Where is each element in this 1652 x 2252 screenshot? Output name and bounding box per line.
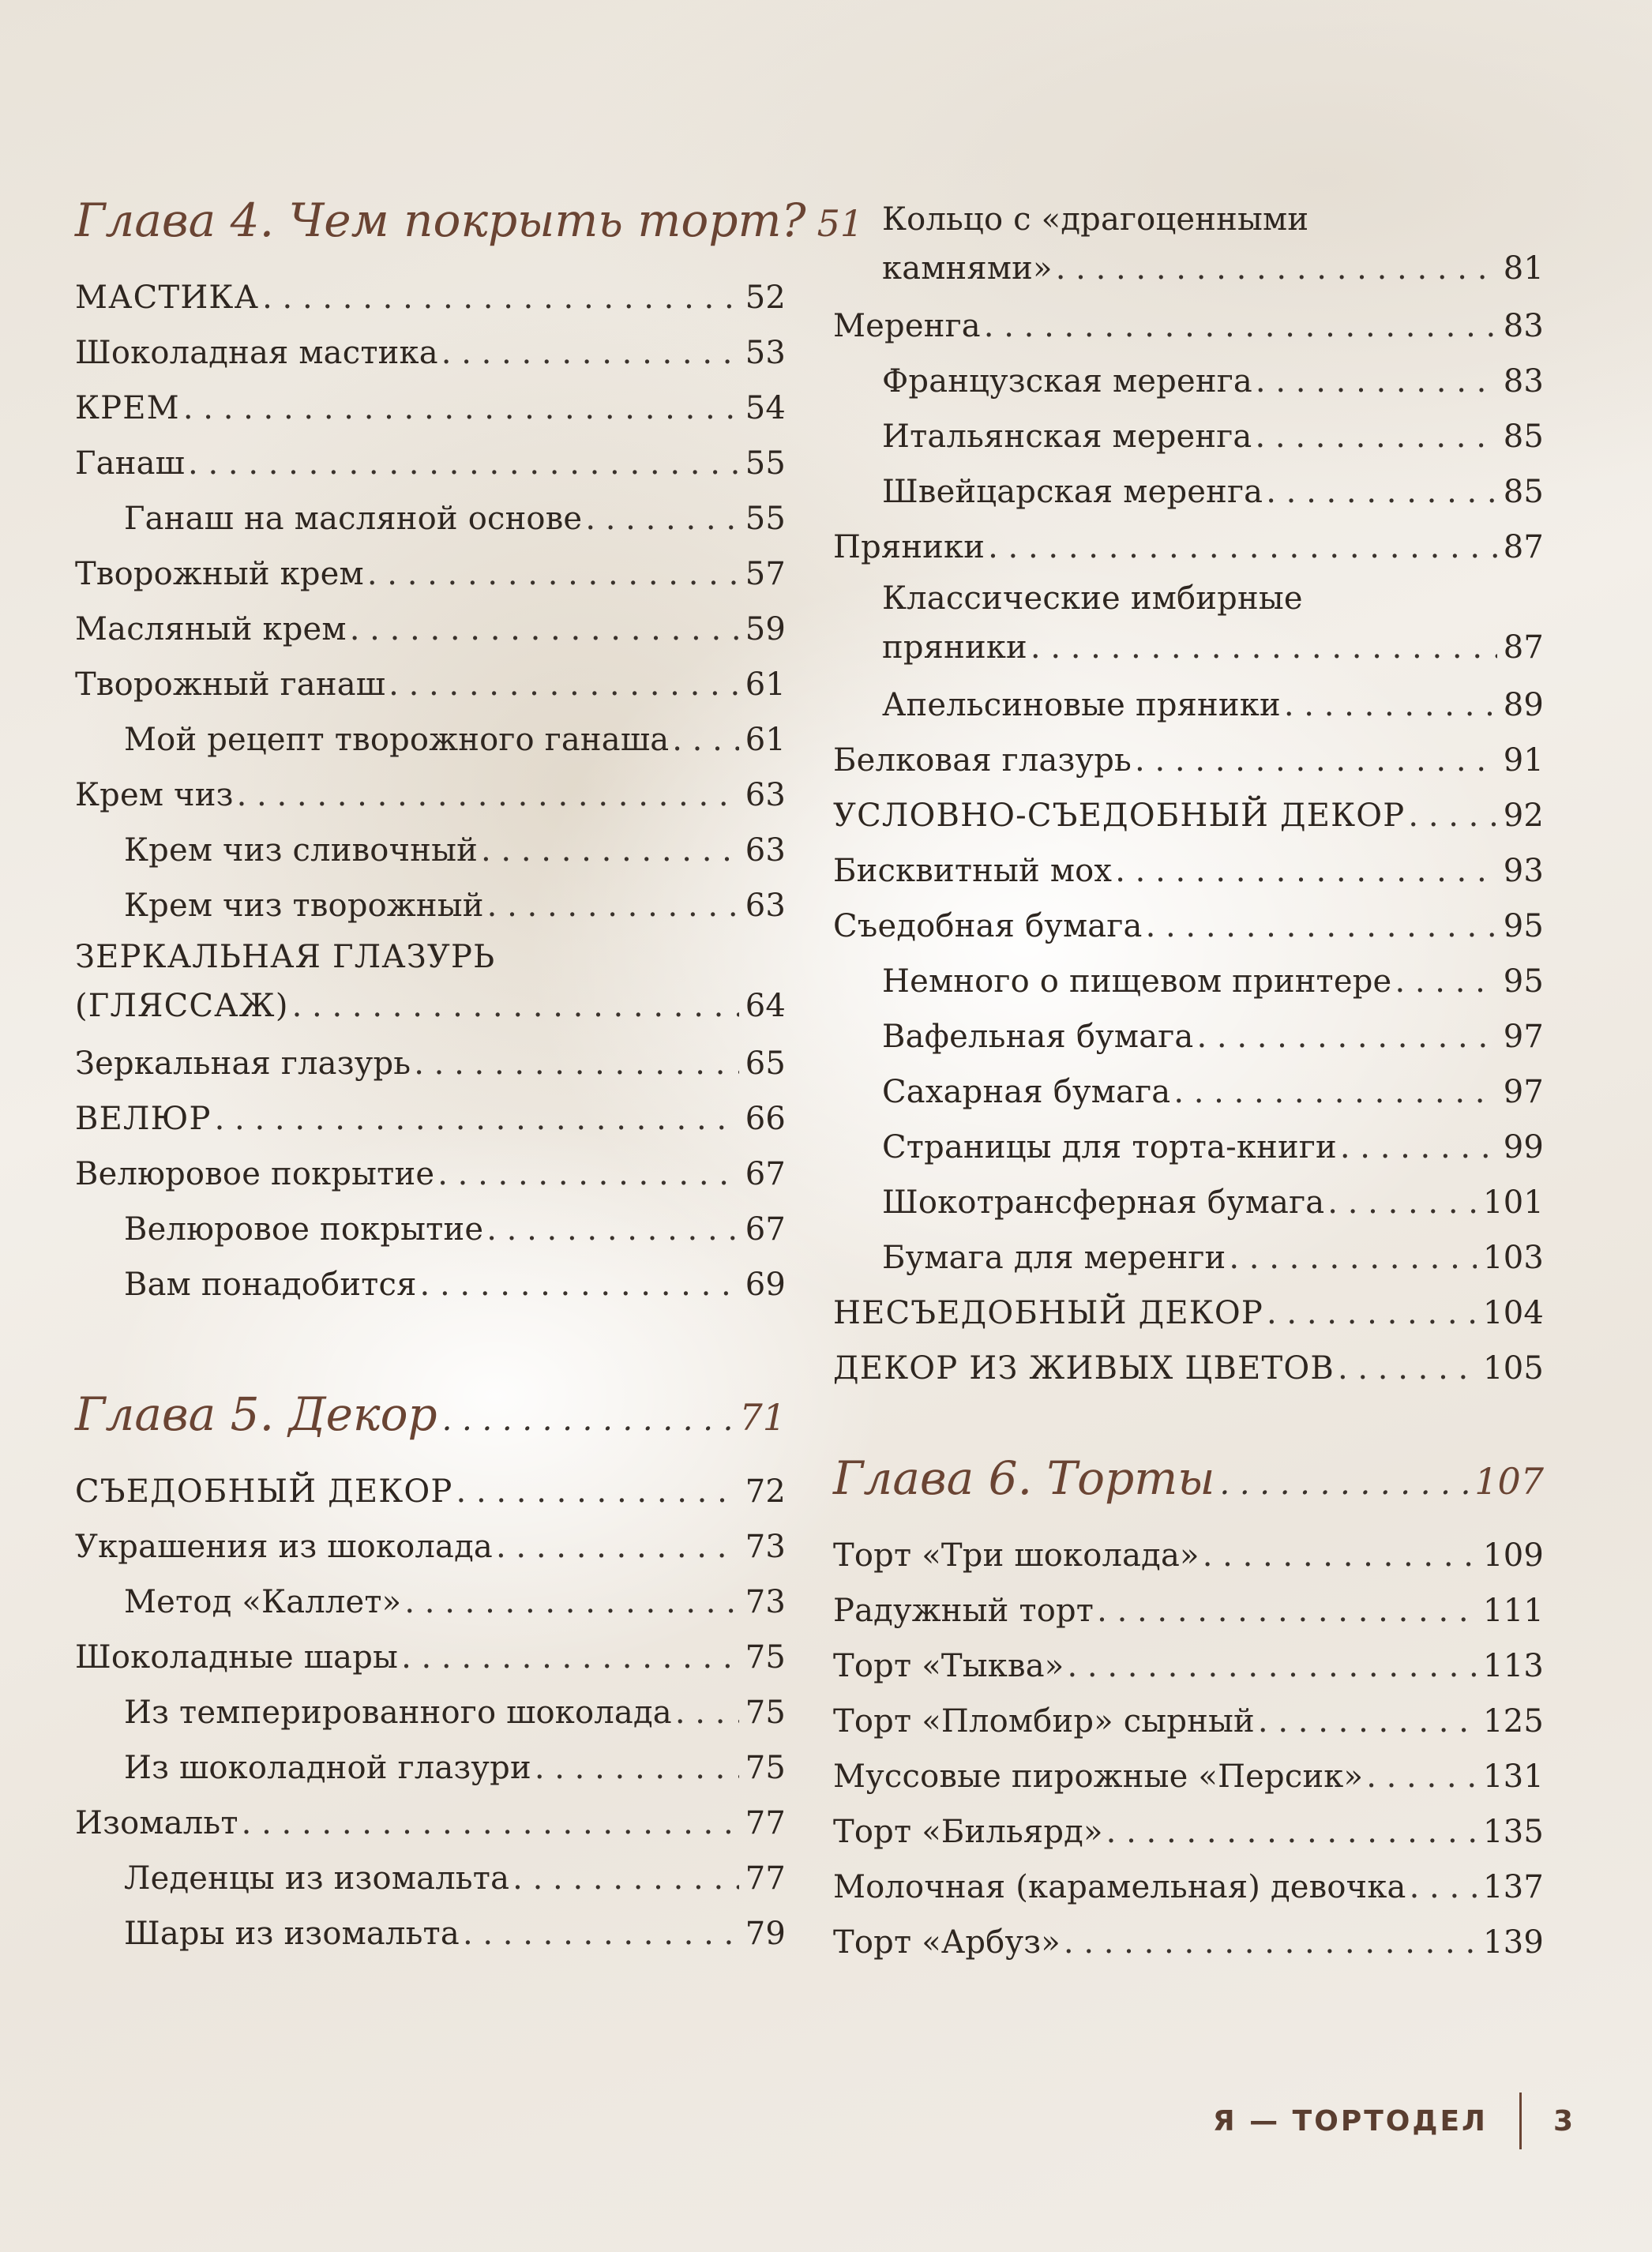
entry-page: 55 (745, 501, 786, 537)
entry-label: Леденцы из изомальта (124, 1860, 510, 1897)
leader-dots (487, 878, 739, 933)
leader-dots (675, 1685, 739, 1740)
toc-entry[interactable] (833, 354, 1544, 409)
entry-page: 87 (1503, 629, 1544, 666)
toc-entry[interactable] (833, 1915, 1544, 1970)
toc-entry[interactable] (833, 1694, 1544, 1749)
entry-page: 85 (1503, 418, 1544, 455)
entry-page: 63 (745, 888, 786, 924)
leader-dots (242, 1796, 739, 1851)
toc-entry[interactable] (75, 1906, 786, 1961)
entry-page: 77 (745, 1860, 786, 1897)
leader-dots (1173, 1064, 1496, 1120)
entry-label: МАСТИКА (75, 280, 260, 316)
entry-label: Шокотрансферная бумага (882, 1184, 1325, 1221)
entry-label-line2: пряники (882, 629, 1027, 666)
leader-dots (1338, 1341, 1477, 1396)
leader-dots (1135, 733, 1497, 788)
entry-label-line2: (ГЛЯССАЖ) (75, 988, 289, 1024)
leader-dots (1031, 624, 1497, 671)
entry-page: 104 (1483, 1295, 1544, 1331)
toc-entry[interactable] (833, 899, 1544, 954)
toc-entry[interactable] (833, 1064, 1544, 1120)
entry-label: НЕСЪЕДОБНЫЙ ДЕКОР (833, 1295, 1263, 1331)
entry-page: 53 (745, 335, 786, 371)
toc-entry[interactable] (75, 546, 786, 602)
toc-entry[interactable] (833, 1120, 1544, 1175)
entry-page: 69 (745, 1267, 786, 1303)
leader-dots (1408, 788, 1496, 843)
chapter-4-heading[interactable] (75, 193, 864, 268)
toc-entry[interactable] (75, 1202, 786, 1257)
leader-dots (1284, 677, 1497, 733)
leader-dots (262, 270, 739, 325)
chapter-title: Глава 5. Декор (75, 1387, 437, 1441)
entry-label: Бисквитный мох (833, 853, 1113, 889)
entry-label: Французская меренга (882, 363, 1252, 400)
toc-entry[interactable] (75, 712, 786, 768)
chapter-6-heading[interactable] (833, 1451, 1544, 1526)
toc-entry[interactable] (75, 1630, 786, 1685)
entry-label: Вафельная бумага (882, 1019, 1194, 1055)
entry-page: 81 (1503, 250, 1544, 287)
leader-dots (404, 1575, 738, 1630)
entry-page: 83 (1503, 363, 1544, 400)
entry-label: Бумага для меренги (882, 1240, 1226, 1276)
page-number: 3 (1553, 2104, 1573, 2138)
leader-dots (401, 1630, 739, 1685)
entry-label: Страницы для торта-книги (882, 1129, 1337, 1165)
toc-entry[interactable] (75, 436, 786, 491)
toc-entry-mirror-glaze[interactable] (75, 933, 786, 1036)
toc-entry[interactable] (833, 788, 1544, 843)
entry-label: Украшения из шоколада (75, 1529, 493, 1565)
entry-page: 73 (745, 1584, 786, 1620)
toc-entry[interactable] (75, 1464, 786, 1519)
entry-page: 77 (745, 1805, 786, 1841)
entry-label: Крем чиз сливочный (124, 832, 478, 869)
entry-label: Меренга (833, 308, 981, 344)
entry-page: 59 (745, 611, 786, 647)
entry-page: 65 (745, 1045, 786, 1082)
entry-label: Сахарная бумага (882, 1074, 1171, 1110)
entry-page: 55 (745, 445, 786, 482)
entry-page: 97 (1503, 1074, 1544, 1110)
entry-page: 111 (1483, 1593, 1544, 1629)
entry-page: 105 (1483, 1350, 1544, 1387)
entry-label: Из шоколадной глазури (124, 1750, 531, 1786)
toc-entry[interactable] (75, 768, 786, 823)
leader-dots (1219, 1468, 1468, 1499)
entry-label: Белковая глазурь (833, 742, 1132, 779)
toc-entry[interactable] (75, 823, 786, 878)
chapter-title: Глава 4. Чем покрыть торт? (75, 193, 806, 247)
entry-page: 125 (1483, 1703, 1544, 1740)
leader-dots (414, 1036, 738, 1091)
page-footer (1213, 2092, 1573, 2149)
entry-label: Итальянская меренга (882, 418, 1252, 455)
leader-dots (1255, 409, 1496, 464)
toc-entry[interactable] (833, 409, 1544, 464)
entry-label: Молочная (карамельная) девочка (833, 1869, 1406, 1905)
entry-label: Торт «Арбуз» (833, 1924, 1061, 1961)
leader-dots (988, 520, 1497, 575)
leader-dots (1203, 1528, 1477, 1583)
entry-page: 63 (745, 777, 786, 813)
entry-label: Шоколадная мастика (75, 335, 438, 371)
entry-label: Торт «Пломбир» сырный (833, 1703, 1255, 1740)
toc-entry[interactable] (833, 733, 1544, 788)
toc-entry[interactable] (75, 491, 786, 546)
leader-dots (237, 768, 739, 823)
entry-page: 95 (1503, 963, 1544, 1000)
entry-label: Шоколадные шары (75, 1639, 399, 1676)
toc-entry[interactable] (75, 1796, 786, 1851)
leader-dots (188, 436, 739, 491)
entry-page: 109 (1483, 1537, 1544, 1574)
toc-entry[interactable] (75, 1685, 786, 1740)
entry-page: 87 (1503, 529, 1544, 565)
entry-label-line1: ЗЕРКАЛЬНАЯ ГЛАЗУРЬ (75, 939, 496, 975)
chapter-5-entries (75, 1464, 786, 1961)
leader-dots (984, 298, 1497, 354)
toc-entry[interactable] (75, 1036, 786, 1091)
toc-entry[interactable] (75, 1519, 786, 1575)
entry-label: Муссовые пирожные «Персик» (833, 1758, 1364, 1795)
toc-entry[interactable] (75, 270, 786, 325)
entry-label: СЪЕДОБНЫЙ ДЕКОР (75, 1473, 453, 1510)
entry-page: 64 (745, 988, 786, 1024)
entry-page: 67 (745, 1156, 786, 1192)
leader-dots (1097, 1583, 1477, 1638)
entry-page: 137 (1483, 1869, 1544, 1905)
entry-page: 75 (745, 1750, 786, 1786)
chapter-6-entries (833, 1528, 1544, 1970)
entry-label: Торт «Три шоколада» (833, 1537, 1200, 1574)
toc-entry[interactable] (75, 1575, 786, 1630)
leader-dots (1115, 843, 1496, 899)
right-entries-a (833, 298, 1544, 575)
toc-entry[interactable] (75, 1851, 786, 1906)
entry-page: 61 (745, 666, 786, 703)
toc-entry[interactable] (833, 1860, 1544, 1915)
leader-dots (1410, 1860, 1477, 1915)
toc-entry[interactable] (833, 1230, 1544, 1286)
entry-label-line1: Кольцо с «драгоценными (882, 201, 1309, 238)
toc-entry[interactable] (75, 1091, 786, 1147)
leader-dots (1366, 1749, 1477, 1804)
chapter-page: 71 (739, 1396, 786, 1439)
chapter-5-heading[interactable] (75, 1387, 786, 1462)
leader-dots (585, 491, 738, 546)
running-title: Я — ТОРТОДЕЛ (1212, 2104, 1488, 2138)
toc-entry[interactable] (833, 298, 1544, 354)
toc-entry[interactable] (833, 677, 1544, 733)
entry-page: 54 (745, 390, 786, 426)
entry-label: Шары из изомальта (124, 1916, 460, 1952)
toc-entry[interactable] (833, 1009, 1544, 1064)
entry-label: Торт «Бильярд» (833, 1814, 1103, 1850)
entry-label: КРЕМ (75, 390, 180, 426)
leader-dots (367, 546, 739, 602)
leader-dots (672, 712, 738, 768)
toc-entry[interactable] (75, 1257, 786, 1312)
entry-page: 72 (745, 1473, 786, 1510)
leader-dots (496, 1519, 739, 1575)
toc-entry[interactable] (833, 1175, 1544, 1230)
entry-page: 103 (1483, 1240, 1544, 1276)
toc-entry[interactable] (833, 1638, 1544, 1694)
leader-dots (1056, 245, 1497, 292)
entry-label: Съедобная бумага (833, 908, 1143, 944)
entry-page: 67 (745, 1211, 786, 1248)
toc-right-column (833, 196, 1544, 1970)
entry-page: 85 (1503, 474, 1544, 510)
entry-label: Радужный торт (833, 1593, 1094, 1629)
leader-dots (1146, 899, 1497, 954)
entry-page: 93 (1503, 853, 1544, 889)
entry-label: Творожный ганаш (75, 666, 386, 703)
leader-dots (535, 1740, 739, 1796)
entry-label: Торт «Тыква» (833, 1648, 1064, 1684)
toc-entry-ring[interactable] (833, 196, 1544, 298)
entry-label: Мой рецепт творожного ганаша (124, 722, 670, 758)
leader-dots (1106, 1804, 1477, 1860)
entry-label: Творожный крем (75, 556, 364, 592)
leader-dots (1266, 464, 1496, 520)
leader-dots (512, 1851, 739, 1906)
toc-entry[interactable] (75, 657, 786, 712)
entry-page: 52 (745, 280, 786, 316)
entry-label: Зеркальная глазурь (75, 1045, 411, 1082)
leader-dots (442, 1404, 734, 1436)
entry-label: УСЛОВНО-СЪЕДОБНЫЙ ДЕКОР (833, 798, 1406, 834)
leader-dots (456, 1464, 739, 1519)
leader-dots (1067, 1638, 1477, 1694)
entry-label: Швейцарская меренга (882, 474, 1263, 510)
toc-entry[interactable] (75, 602, 786, 657)
entry-page: 92 (1503, 798, 1544, 834)
toc-entry[interactable] (833, 464, 1544, 520)
entry-page: 79 (745, 1916, 786, 1952)
entry-label: ДЕКОР ИЗ ЖИВЫХ ЦВЕТОВ (833, 1350, 1335, 1387)
entry-label: Ганаш (75, 445, 186, 482)
leader-dots (389, 657, 739, 712)
leader-dots (420, 1257, 739, 1312)
chapter-4-entries-b (75, 1036, 786, 1312)
leader-dots (1395, 954, 1496, 1009)
entry-label: Крем чиз творожный (124, 888, 484, 924)
toc-entry[interactable] (833, 1286, 1544, 1341)
entry-label: Крем чиз (75, 777, 234, 813)
entry-page: 99 (1503, 1129, 1544, 1165)
leader-dots (437, 1147, 738, 1202)
toc-entry[interactable] (833, 1749, 1544, 1804)
entry-page: 63 (745, 832, 786, 869)
toc-entry[interactable] (833, 1528, 1544, 1583)
entry-page: 57 (745, 556, 786, 592)
chapter-page: 51 (817, 202, 864, 245)
entry-page: 113 (1483, 1648, 1544, 1684)
leader-dots (1229, 1230, 1477, 1286)
toc-entry[interactable] (75, 1147, 786, 1202)
entry-label: ВЕЛЮР (75, 1101, 212, 1137)
entry-page: 131 (1483, 1758, 1544, 1795)
entry-page: 139 (1483, 1924, 1544, 1961)
toc-entry[interactable] (75, 1740, 786, 1796)
entry-label: Апельсиновые пряники (882, 687, 1281, 723)
entry-page: 83 (1503, 308, 1544, 344)
toc-entry[interactable] (833, 1804, 1544, 1860)
entry-page: 66 (745, 1101, 786, 1137)
entry-page: 95 (1503, 908, 1544, 944)
leader-dots (292, 982, 739, 1030)
toc-entry[interactable] (75, 381, 786, 436)
entry-label: Метод «Каллет» (124, 1584, 402, 1620)
entry-page: 101 (1483, 1184, 1544, 1221)
entry-label: Вам понадобится (124, 1267, 417, 1303)
leader-dots (183, 381, 739, 436)
entry-page: 73 (745, 1529, 786, 1565)
toc-entry[interactable] (833, 1583, 1544, 1638)
leader-dots (1256, 354, 1497, 409)
toc-entry[interactable] (833, 843, 1544, 899)
entry-page: 89 (1503, 687, 1544, 723)
entry-label: Велюровое покрытие (75, 1156, 435, 1192)
entry-label: Масляный крем (75, 611, 347, 647)
entry-page: 75 (745, 1639, 786, 1676)
leader-dots (1340, 1120, 1497, 1175)
entry-page: 61 (745, 722, 786, 758)
leader-dots (1327, 1175, 1477, 1230)
entry-label: Велюровое покрытие (124, 1211, 484, 1248)
leader-dots (486, 1202, 738, 1257)
chapter-title: Глава 6. Торты (833, 1451, 1215, 1505)
leader-dots (350, 602, 739, 657)
entry-label: Немного о пищевом принтере (882, 963, 1392, 1000)
toc-entry[interactable] (833, 1341, 1544, 1396)
leader-dots (463, 1906, 739, 1961)
entry-page: 135 (1483, 1814, 1544, 1850)
toc-entry-gingerbread[interactable] (833, 575, 1544, 677)
entry-page: 75 (745, 1695, 786, 1731)
chapter-page: 107 (1474, 1460, 1544, 1503)
entry-label: Ганаш на масляной основе (124, 501, 583, 537)
toc-entry[interactable] (833, 520, 1544, 575)
entry-label: Из темперированного шоколада (124, 1695, 672, 1731)
chapter-4-entries (75, 270, 786, 933)
leader-dots (1258, 1694, 1477, 1749)
leader-dots (1196, 1009, 1496, 1064)
toc-left-column (75, 193, 864, 1961)
footer-divider (1519, 2092, 1522, 2149)
entry-label: Пряники (833, 529, 986, 565)
entry-label-line1: Классические имбирные (882, 580, 1303, 617)
entry-label: Изомальт (75, 1805, 238, 1841)
entry-label-line2: камнями» (882, 250, 1053, 287)
entry-page: 97 (1503, 1019, 1544, 1055)
leader-dots (441, 325, 739, 381)
entry-page: 91 (1503, 742, 1544, 779)
leader-dots (1267, 1286, 1477, 1341)
leader-dots (1064, 1915, 1477, 1970)
leader-dots (481, 823, 739, 878)
toc-entry[interactable] (833, 954, 1544, 1009)
right-entries-b (833, 677, 1544, 1396)
toc-entry[interactable] (75, 878, 786, 933)
leader-dots (215, 1091, 739, 1147)
toc-entry[interactable] (75, 325, 786, 381)
